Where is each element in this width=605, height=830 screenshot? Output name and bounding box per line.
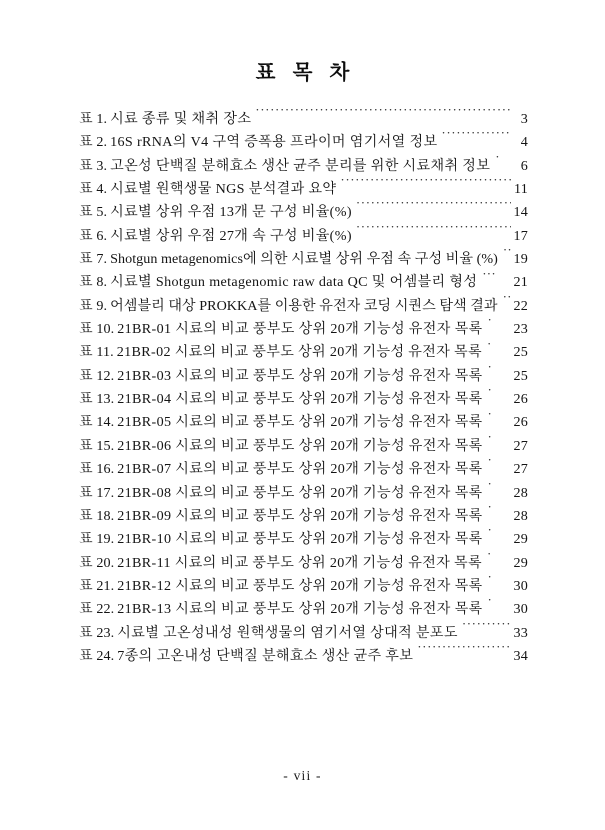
toc-leader-dots bbox=[255, 109, 511, 123]
toc-entry[interactable] bbox=[79, 295, 528, 318]
toc-entry-label: 표 21. bbox=[79, 577, 115, 594]
toc-entry-label: 표 16. bbox=[79, 461, 115, 478]
toc-entry[interactable] bbox=[79, 482, 528, 505]
toc-leader-dots bbox=[494, 156, 511, 170]
toc-entry-label: 표 14. bbox=[79, 414, 115, 431]
toc-entry-title: 시료 종류 및 채취 장소 bbox=[110, 111, 252, 127]
toc-entry-title: 시료별 상위 우점 13개 문 구성 비율(%) bbox=[110, 204, 352, 221]
toc-entry-page-number: 17 bbox=[513, 227, 528, 244]
toc-entry-label: 표 23. bbox=[79, 624, 115, 641]
toc-entry-page-number: 28 bbox=[513, 507, 528, 524]
toc-entry-page-number: 19 bbox=[513, 251, 528, 268]
toc-entry-label: 표 17. bbox=[79, 484, 115, 501]
toc-entry-label: 표 13. bbox=[79, 391, 115, 408]
toc-leader-dots bbox=[487, 412, 511, 426]
toc-entry-label: 표 3. bbox=[79, 157, 108, 174]
toc-entry-title: 21BR-02 시료의 비교 풍부도 상위 20개 기능성 유전자 목록 bbox=[116, 344, 482, 361]
toc-leader-dots bbox=[356, 202, 511, 216]
toc-entry-title: 시료별 Shotgun metagenomic raw data QC 및 어셈블리 형성 bbox=[110, 274, 478, 291]
toc-leader-dots bbox=[486, 552, 511, 566]
toc-entry-page-number: 23 bbox=[513, 321, 528, 338]
toc-leader-dots bbox=[486, 342, 511, 356]
toc-entry[interactable] bbox=[79, 505, 528, 528]
toc-entry-page-number: 27 bbox=[513, 437, 528, 454]
toc-entry-page-number: 25 bbox=[513, 367, 528, 384]
toc-entry-label: 표 22. bbox=[79, 601, 115, 618]
toc-entry-title: 21BR-08 시료의 비교 풍부도 상위 20개 기능성 유전자 목록 bbox=[117, 484, 483, 501]
toc-entry-label: 표 15. bbox=[79, 437, 115, 454]
toc-leader-dots bbox=[487, 319, 511, 333]
toc-leader-dots bbox=[441, 132, 511, 146]
toc-entry-page-number: 29 bbox=[513, 531, 528, 548]
toc-entry-title: 21BR-11 시료의 비교 풍부도 상위 20개 기능성 유전자 목록 bbox=[117, 554, 482, 571]
toc-entry-title: 고온성 단백질 분해효소 생산 균주 분리를 위한 시료채취 정보 bbox=[110, 157, 491, 174]
toc-entry[interactable] bbox=[79, 248, 528, 271]
toc-entry-title: 21BR-01 시료의 비교 풍부도 상위 20개 기능성 유전자 목록 bbox=[117, 321, 483, 338]
toc-entry-title: 21BR-09 시료의 비교 풍부도 상위 20개 기능성 유전자 목록 bbox=[117, 507, 483, 524]
toc-entry-page-number: 22 bbox=[513, 297, 528, 314]
toc-entry[interactable] bbox=[79, 318, 528, 341]
toc-entry-title: 21BR-03 시료의 비교 풍부도 상위 20개 기능성 유전자 목록 bbox=[117, 367, 483, 384]
toc-leader-dots bbox=[356, 226, 511, 240]
toc-leader-dots bbox=[487, 389, 511, 403]
toc-entry-title: 21BR-10 시료의 비교 풍부도 상위 20개 기능성 유전자 목록 bbox=[117, 531, 483, 548]
toc-entry-title: 21BR-05 시료의 비교 풍부도 상위 20개 기능성 유전자 목록 bbox=[117, 414, 483, 431]
toc-entry[interactable] bbox=[79, 108, 528, 131]
toc-entry-page-number: 26 bbox=[513, 414, 528, 431]
toc-entry-label: 표 9. bbox=[79, 297, 108, 314]
toc-entry-page-number: 26 bbox=[513, 391, 528, 408]
toc-entry-title: 16S rRNA의 V4 구역 증폭용 프라이머 염기서열 정보 bbox=[110, 134, 438, 151]
toc-entry-label: 표 4. bbox=[79, 181, 108, 198]
toc-entry-label: 표 1. bbox=[79, 111, 108, 127]
toc-leader-dots bbox=[340, 179, 511, 193]
toc-entry-label: 표 6. bbox=[79, 227, 108, 244]
toc-entry-title: 21BR-04 시료의 비교 풍부도 상위 20개 기능성 유전자 목록 bbox=[117, 391, 483, 408]
toc-entry-title: 시료별 고온성내성 원핵생물의 염기서열 상대적 분포도 bbox=[117, 624, 458, 641]
toc-entry-title: Shotgun metagenomics에 의한 시료별 상위 우점 속 구성 비율 (%) bbox=[110, 251, 498, 268]
page-number-footer: - vii - bbox=[283, 768, 322, 783]
toc-leader-dots bbox=[487, 576, 511, 590]
toc-entry-label: 표 24. bbox=[79, 647, 115, 664]
toc-entry-page-number: 29 bbox=[513, 554, 528, 571]
toc-entry[interactable] bbox=[79, 131, 528, 154]
toc-entry-page-number: 27 bbox=[513, 461, 528, 478]
toc-entry-page-number: 14 bbox=[513, 204, 528, 221]
toc-entry-label: 표 18. bbox=[79, 507, 115, 524]
toc-entry-label: 표 2. bbox=[79, 134, 108, 151]
page-title: 표 목 차 bbox=[255, 62, 356, 84]
toc-entry-title: 시료별 상위 우점 27개 속 구성 비율(%) bbox=[110, 227, 352, 244]
toc-leader-dots bbox=[487, 366, 511, 380]
toc-entry-page-number: 11 bbox=[514, 181, 528, 198]
toc-entry[interactable] bbox=[79, 365, 528, 388]
toc-entry-page-number: 30 bbox=[513, 577, 528, 594]
toc-entry-label: 표 20. bbox=[79, 554, 115, 571]
toc-entry-title: 어셈블리 대상 PROKKA를 이용한 유전자 코딩 시퀀스 탐색 결과 bbox=[110, 297, 498, 314]
toc-entry-label: 표 11. bbox=[79, 344, 114, 361]
toc-entry-title: 시료별 원핵생물 NGS 분석결과 요약 bbox=[110, 181, 337, 198]
toc-entry[interactable] bbox=[79, 341, 528, 364]
toc-entry-page-number: 6 bbox=[520, 157, 528, 174]
toc-leader-dots bbox=[487, 436, 511, 450]
toc-entry-page-number: 30 bbox=[513, 601, 528, 618]
toc-entry-page-number: 33 bbox=[513, 624, 528, 641]
toc-entry[interactable] bbox=[79, 598, 528, 621]
toc-entry-label: 표 12. bbox=[79, 367, 115, 384]
toc-entry[interactable] bbox=[79, 201, 528, 224]
toc-entry[interactable] bbox=[79, 552, 528, 575]
toc-entry-page-number: 34 bbox=[513, 647, 528, 664]
toc-entry-label: 표 7. bbox=[79, 251, 108, 268]
toc-entry-title: 7종의 고온내성 단백질 분해효소 생산 균주 후보 bbox=[117, 647, 414, 664]
toc-leader-dots bbox=[487, 482, 511, 496]
toc-leader-dots bbox=[502, 249, 511, 263]
toc-leader-dots bbox=[417, 646, 511, 660]
toc-entry-title: 21BR-07 시료의 비교 풍부도 상위 20개 기능성 유전자 목록 bbox=[117, 461, 483, 478]
toc-leader-dots bbox=[481, 272, 511, 286]
toc-entry-title: 21BR-06 시료의 비교 풍부도 상위 20개 기능성 유전자 목록 bbox=[117, 437, 483, 454]
toc-entry-label: 표 8. bbox=[79, 274, 108, 291]
toc-entry[interactable] bbox=[79, 458, 528, 481]
toc-leader-dots bbox=[462, 622, 511, 636]
toc-leader-dots bbox=[487, 599, 511, 613]
toc-entry[interactable] bbox=[79, 435, 528, 458]
toc-entry[interactable] bbox=[79, 155, 528, 178]
toc-entry-page-number: 3 bbox=[520, 111, 528, 127]
toc-entry-label: 표 10. bbox=[79, 321, 115, 338]
toc-entry[interactable] bbox=[79, 411, 528, 434]
toc-entry[interactable] bbox=[79, 575, 528, 598]
toc-entry-title: 21BR-13 시료의 비교 풍부도 상위 20개 기능성 유전자 목록 bbox=[117, 601, 483, 618]
toc-leader-dots bbox=[487, 459, 511, 473]
toc-entry[interactable] bbox=[79, 528, 528, 551]
toc-entry-label: 표 5. bbox=[79, 204, 108, 221]
toc-entry-page-number: 25 bbox=[513, 344, 528, 361]
toc-leader-dots bbox=[487, 529, 511, 543]
toc-entry-label: 표 19. bbox=[79, 531, 115, 548]
toc-entry[interactable] bbox=[79, 178, 528, 201]
toc-entry[interactable] bbox=[79, 622, 528, 645]
toc-entry-page-number: 21 bbox=[513, 274, 528, 291]
toc-entry[interactable] bbox=[79, 388, 528, 411]
toc-leader-dots bbox=[502, 296, 511, 310]
toc-entry-title: 21BR-12 시료의 비교 풍부도 상위 20개 기능성 유전자 목록 bbox=[117, 577, 483, 594]
table-of-contents-list bbox=[79, 108, 528, 668]
toc-entry[interactable] bbox=[79, 271, 528, 294]
toc-entry-page-number: 28 bbox=[513, 484, 528, 501]
toc-leader-dots bbox=[487, 506, 511, 520]
toc-entry[interactable] bbox=[79, 225, 528, 248]
toc-entry-page-number: 4 bbox=[520, 134, 528, 151]
toc-entry[interactable] bbox=[79, 645, 528, 668]
